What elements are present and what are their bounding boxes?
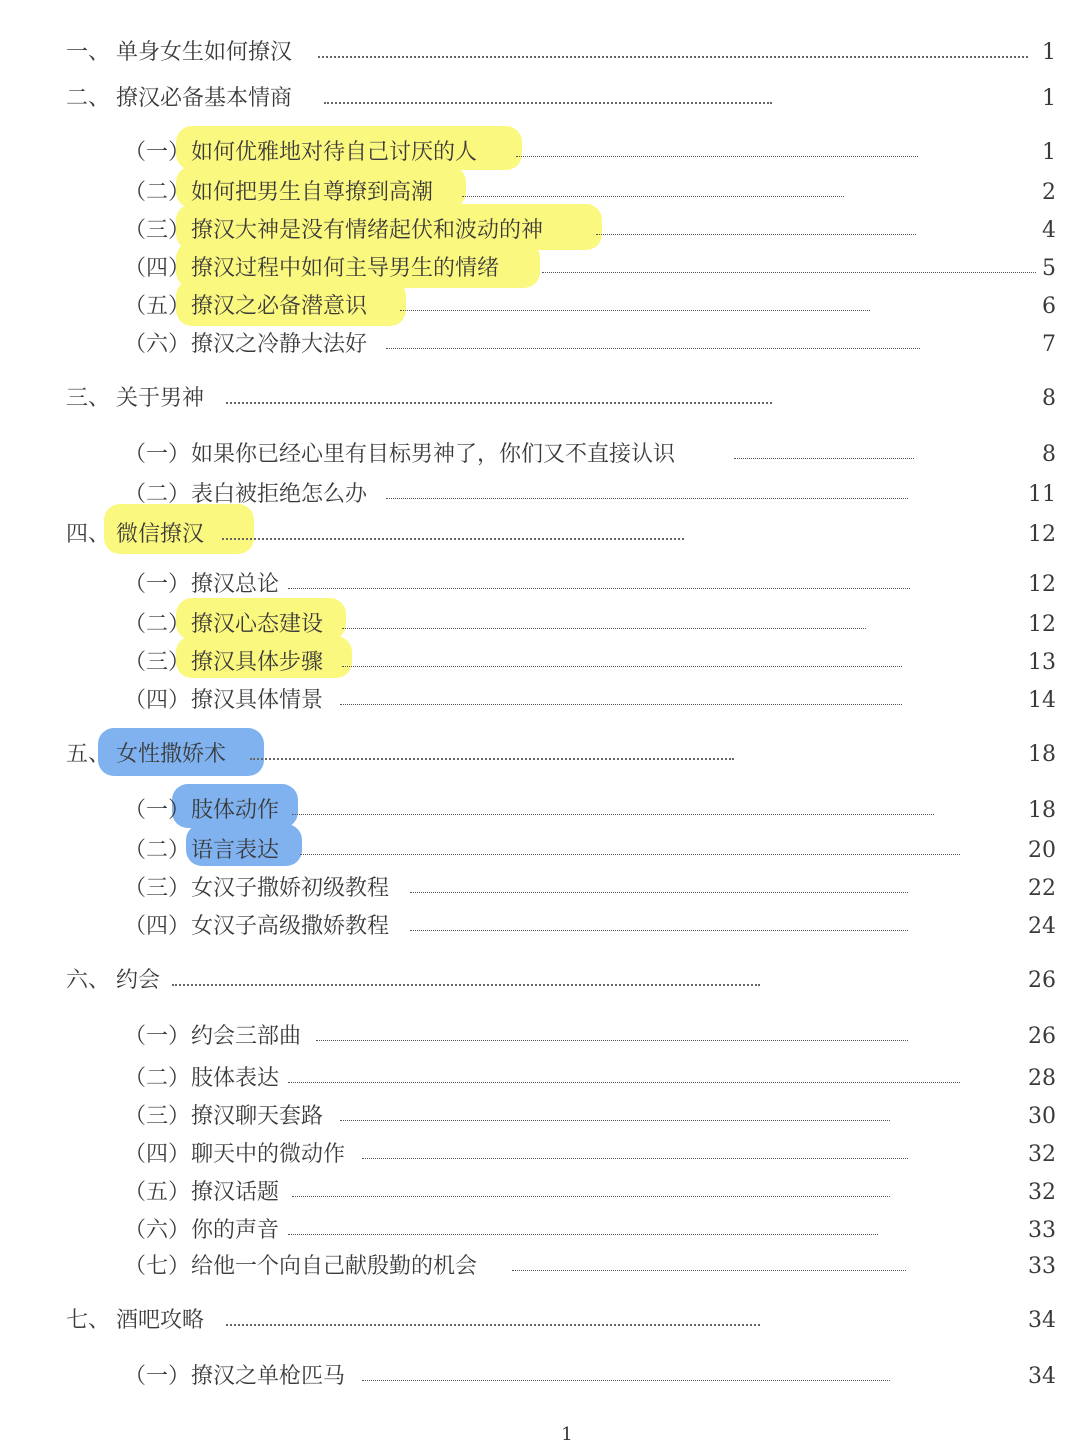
toc-page-number: 32: [1028, 1180, 1056, 1205]
toc-entry-title: 酒吧攻略: [116, 1308, 205, 1333]
toc-subsection-entry: [0, 834, 1080, 868]
toc-entry-number: 四、: [66, 522, 111, 547]
toc-subsection-entry: [0, 252, 1080, 286]
toc-subsection-entry: [0, 290, 1080, 324]
toc-subsection-entry: [0, 872, 1080, 906]
toc-entry-number: （二）: [124, 1066, 191, 1091]
toc-entry-title: 聊天中的微动作: [191, 1142, 346, 1167]
toc-entry-number: （一）: [124, 140, 191, 165]
toc-leader-dots: [340, 704, 902, 705]
toc-entry-title: 肢体动作: [191, 798, 280, 823]
toc-entry-title: 撩汉话题: [191, 1180, 280, 1205]
toc-entry-title: 语言表达: [191, 838, 280, 863]
toc-entry-number: 三、: [66, 386, 111, 411]
toc-entry-number: 六、: [66, 968, 111, 993]
toc-subsection-entry: [0, 136, 1080, 170]
toc-entry-title: 撩汉之必备潜意识: [191, 294, 368, 319]
toc-entry-title: 撩汉总论: [191, 572, 280, 597]
toc-leader-dots: [386, 348, 920, 349]
toc-leader-dots: [172, 984, 760, 986]
toc-entry-number: （二）: [124, 838, 191, 863]
toc-page-number: 18: [1028, 798, 1056, 823]
toc-section-entry: [0, 82, 1080, 116]
toc-page-number: 5: [1042, 256, 1056, 281]
toc-entry-number: （六）: [124, 1218, 191, 1243]
toc-leader-dots: [292, 1196, 890, 1197]
toc-page-number: 32: [1028, 1142, 1056, 1167]
toc-leader-dots: [316, 1040, 908, 1041]
toc-entry-title: 肢体表达: [191, 1066, 280, 1091]
toc-entry-number: （三）: [124, 1104, 191, 1129]
toc-entry-title: 撩汉心态建设: [191, 612, 324, 637]
toc-entry-number: （五）: [124, 294, 191, 319]
toc-page-number: 26: [1028, 968, 1056, 993]
toc-entry-number: （四）: [124, 914, 191, 939]
toc-subsection-entry: [0, 568, 1080, 602]
toc-entry-number: （六）: [124, 332, 191, 357]
toc-page-number: 12: [1028, 572, 1056, 597]
toc-leader-dots: [226, 1324, 760, 1326]
toc-subsection-entry: [0, 1360, 1080, 1394]
toc-page-number: 6: [1042, 294, 1056, 319]
toc-entry-number: （二）: [124, 482, 191, 507]
toc-leader-dots: [342, 628, 866, 629]
toc-subsection-entry: [0, 1250, 1080, 1284]
toc-page-number: 1: [1042, 40, 1056, 65]
toc-entry-number: （四）: [124, 1142, 191, 1167]
toc-page-number: 24: [1028, 914, 1056, 939]
toc-entry-title: 微信撩汉: [116, 522, 205, 547]
toc-subsection-entry: [0, 1214, 1080, 1248]
toc-subsection-entry: [0, 1176, 1080, 1210]
toc-entry-title: 女性撒娇术: [116, 742, 227, 767]
toc-entry-number: 二、: [66, 86, 111, 111]
toc-page-number: 26: [1028, 1024, 1056, 1049]
toc-page-number: 12: [1028, 612, 1056, 637]
toc-section-entry: [0, 382, 1080, 416]
toc-page-number: 11: [1028, 482, 1056, 507]
toc-page-number: 13: [1028, 650, 1056, 675]
toc-entry-title: 关于男神: [116, 386, 205, 411]
toc-subsection-entry: [0, 438, 1080, 472]
toc-leader-dots: [324, 102, 772, 104]
toc-subsection-entry: [0, 328, 1080, 362]
toc-leader-dots: [596, 234, 916, 235]
toc-page-number: 12: [1028, 522, 1056, 547]
toc-entry-title: 约会: [116, 968, 161, 993]
toc-entry-title: 约会三部曲: [191, 1024, 302, 1049]
toc-subsection-entry: [0, 214, 1080, 248]
toc-entry-number: （一）: [124, 798, 191, 823]
toc-page-number: 14: [1028, 688, 1056, 713]
toc-entry-title: 撩汉聊天套路: [191, 1104, 324, 1129]
toc-entry-number: 五、: [66, 742, 111, 767]
toc-page-number: 30: [1028, 1104, 1056, 1129]
toc-leader-dots: [386, 498, 908, 499]
toc-page-number: 8: [1042, 442, 1056, 467]
toc-entry-title: 单身女生如何撩汉: [116, 40, 293, 65]
toc-leader-dots: [318, 56, 1028, 58]
toc-subsection-entry: [0, 1062, 1080, 1096]
toc-leader-dots: [288, 1082, 960, 1083]
toc-leader-dots: [222, 538, 684, 540]
toc-section-entry: [0, 36, 1080, 70]
toc-entry-title: 表白被拒绝怎么办: [191, 482, 368, 507]
toc-page-number: 1: [1042, 140, 1056, 165]
toc-entry-title: 女汉子高级撒娇教程: [191, 914, 390, 939]
toc-leader-dots: [362, 1380, 890, 1381]
toc-entry-title: 撩汉大神是没有情绪起伏和波动的神: [191, 218, 544, 243]
toc-entry-title: 撩汉具体情景: [191, 688, 324, 713]
toc-entry-title: 如何优雅地对待自己讨厌的人: [191, 140, 478, 165]
toc-subsection-entry: [0, 478, 1080, 512]
toc-leader-dots: [226, 402, 772, 404]
toc-leader-dots: [516, 156, 918, 157]
toc-leader-dots: [734, 458, 914, 459]
toc-page-number: 22: [1028, 876, 1056, 901]
toc-entry-number: （五）: [124, 1180, 191, 1205]
toc-subsection-entry: [0, 1100, 1080, 1134]
toc-page-number: 33: [1028, 1254, 1056, 1279]
page-number-footer: 1: [561, 1424, 573, 1445]
toc-page-number: 18: [1028, 742, 1056, 767]
toc-entry-number: （三）: [124, 876, 191, 901]
toc-subsection-entry: [0, 910, 1080, 944]
toc-page-number: 34: [1028, 1364, 1056, 1389]
toc-leader-dots: [342, 666, 902, 667]
toc-leader-dots: [250, 758, 734, 760]
toc-entry-number: （七）: [124, 1254, 191, 1279]
toc-leader-dots: [410, 892, 908, 893]
toc-leader-dots: [400, 310, 870, 311]
toc-entry-title: 如何把男生自尊撩到高潮: [191, 180, 434, 205]
toc-entry-title: 撩汉过程中如何主导男生的情绪: [191, 256, 500, 281]
toc-page-number: 2: [1042, 180, 1056, 205]
toc-entry-number: （四）: [124, 688, 191, 713]
toc-page-number: 7: [1042, 332, 1056, 357]
toc-entry-title: 给他一个向自己献殷勤的机会: [191, 1254, 478, 1279]
toc-section-entry: [0, 964, 1080, 998]
toc-entry-number: （一）: [124, 572, 191, 597]
toc-entry-title: 如果你已经心里有目标男神了，你们又不直接认识: [191, 442, 676, 467]
toc-leader-dots: [462, 196, 844, 197]
toc-entry-number: （二）: [124, 180, 191, 205]
toc-entry-number: （一）: [124, 1364, 191, 1389]
toc-leader-dots: [410, 930, 908, 931]
toc-leader-dots: [292, 814, 934, 815]
toc-entry-number: （一）: [124, 442, 191, 467]
toc-entry-number: 一、: [66, 40, 111, 65]
toc-subsection-entry: [0, 1020, 1080, 1054]
toc-leader-dots: [288, 1234, 878, 1235]
toc-page-number: 20: [1028, 838, 1056, 863]
toc-page-number: 28: [1028, 1066, 1056, 1091]
toc-page-number: 33: [1028, 1218, 1056, 1243]
toc-entry-number: 七、: [66, 1308, 111, 1333]
toc-entry-title: 撩汉必备基本情商: [116, 86, 293, 111]
toc-page-number: 34: [1028, 1308, 1056, 1333]
toc-page-number: 1: [1042, 86, 1056, 111]
toc-entry-number: （四）: [124, 256, 191, 281]
toc-section-entry: [0, 518, 1080, 552]
toc-subsection-entry: [0, 1138, 1080, 1172]
toc-section-entry: [0, 1304, 1080, 1338]
toc-leader-dots: [288, 588, 910, 589]
toc-leader-dots: [542, 272, 1036, 273]
toc-entry-title: 你的声音: [191, 1218, 280, 1243]
toc-page-number: 4: [1042, 218, 1056, 243]
toc-entry-number: （一）: [124, 1024, 191, 1049]
toc-leader-dots: [362, 1158, 908, 1159]
toc-entry-number: （三）: [124, 218, 191, 243]
toc-entry-number: （三）: [124, 650, 191, 675]
toc-entry-title: 女汉子撒娇初级教程: [191, 876, 390, 901]
toc-subsection-entry: [0, 608, 1080, 642]
toc-leader-dots: [300, 854, 960, 855]
toc-entry-title: 撩汉具体步骤: [191, 650, 324, 675]
toc-entry-title: 撩汉之单枪匹马: [191, 1364, 346, 1389]
toc-leader-dots: [512, 1270, 906, 1271]
toc-page-number: 8: [1042, 386, 1056, 411]
toc-subsection-entry: [0, 684, 1080, 718]
toc-section-entry: [0, 738, 1080, 772]
toc-subsection-entry: [0, 794, 1080, 828]
toc-leader-dots: [340, 1120, 890, 1121]
toc-entry-title: 撩汉之冷静大法好: [191, 332, 368, 357]
toc-subsection-entry: [0, 646, 1080, 680]
toc-entry-number: （二）: [124, 612, 191, 637]
